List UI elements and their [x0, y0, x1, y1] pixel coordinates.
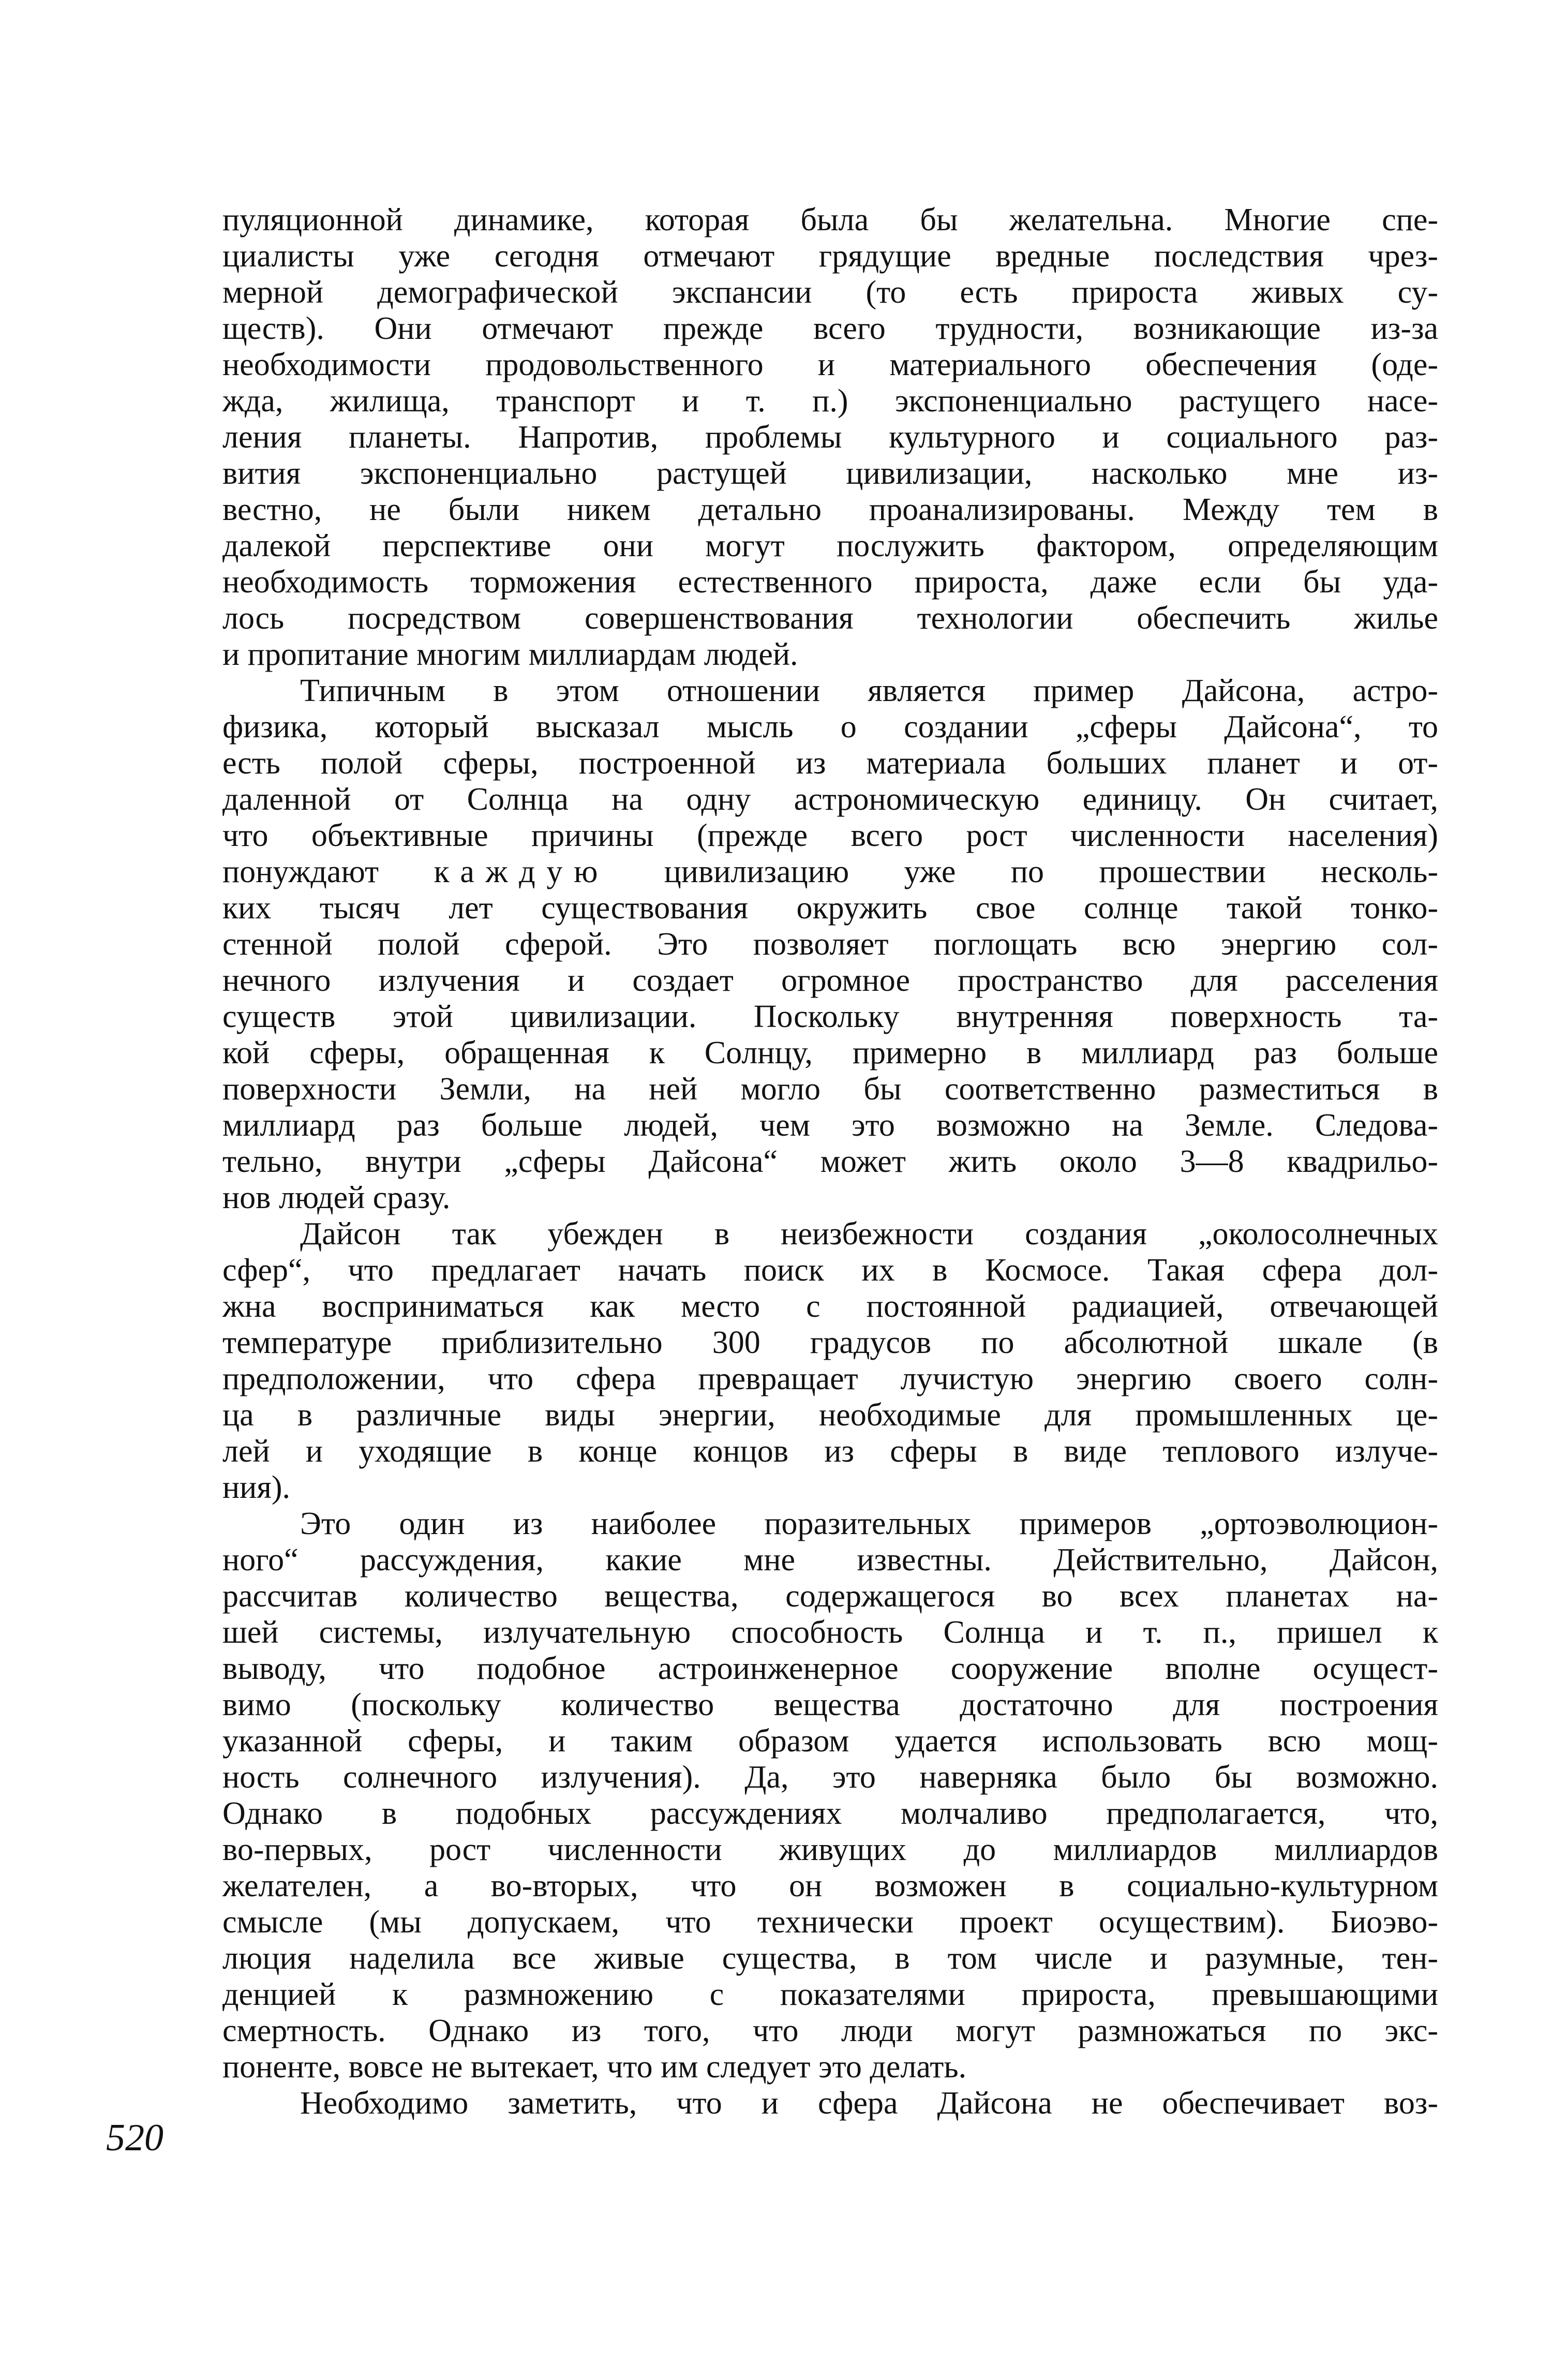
text-line: далекой перспективе они могут послужить фактором, определяющим — [222, 528, 1438, 563]
text-line: ца в различные виды энергии, необходимые для промышленных це- — [222, 1397, 1438, 1433]
text-line: во-первых, рост численности живущих до миллиардов миллиардов — [222, 1832, 1438, 1867]
text-line: смертность. Однако из того, что люди могут размножаться по экс- — [222, 2013, 1438, 2048]
text-line: смысле (мы допускаем, что технически проект осуществим). Биоэво- — [222, 1905, 1438, 1940]
paragraph-start-line: Дайсон так убежден в неизбежности создания „околосолнечных — [300, 1216, 1438, 1252]
text-line: тельно, внутри „сферы Дайсона“ может жить около 3—8 квадрильо- — [222, 1144, 1438, 1179]
line-prefix: понуждают — [222, 854, 379, 889]
text-line: вития экспоненциально растущей цивилизации, насколько мне из- — [222, 456, 1438, 491]
body-text — [222, 202, 1438, 2121]
text-line: физика, который высказал мысль о создании „сферы Дайсона“, то — [222, 709, 1438, 745]
text-line: нечного излучения и создает огромное пространство для расселения — [222, 963, 1438, 998]
text-line: ществ). Они отмечают прежде всего трудности, возникающие из-за — [222, 311, 1438, 346]
text-line: есть полой сферы, построенной из материала больших планет и от- — [222, 746, 1438, 781]
text-line: выводу, что подобное астроинженерное сооружение вполне осущест- — [222, 1651, 1438, 1686]
text-line: миллиард раз больше людей, чем это возможно на Земле. Следова- — [222, 1108, 1438, 1143]
text-line: что объективные причины (прежде всего рост численности населения) — [222, 818, 1438, 853]
text-line: вимо (поскольку количество вещества достаточно для построения — [222, 1687, 1438, 1722]
text-line: мерной демографической экспансии (то есть прироста живых су- — [222, 275, 1438, 310]
text-line: лей и уходящие в конце концов из сферы в виде теплового излуче- — [222, 1434, 1438, 1469]
text-line: нов людей сразу. — [222, 1180, 451, 1215]
text-line: рассчитав количество вещества, содержащегося во всех планетах на- — [222, 1579, 1438, 1614]
text-line: циалисты уже сегодня отмечают грядущие вредные последствия чрез- — [222, 239, 1438, 274]
text-line: кой сферы, обращенная к Солнцу, примерно в миллиард раз больше — [222, 1035, 1438, 1070]
text-line: даленной от Солнца на одну астрономическую единицу. Он считает, — [222, 782, 1438, 817]
text-line: жда, жилища, транспорт и т. п.) экспоненциально растущего насе- — [222, 383, 1438, 419]
paragraph-start-line: Типичным в этом отношении является пример Дайсона, астро- — [300, 673, 1438, 708]
text-line: необходимость торможения естественного прироста, даже если бы уда- — [222, 564, 1438, 600]
text-line: люция наделила все живые существа, в том числе и разумные, тен- — [222, 1941, 1438, 1976]
text-line: сфер“, что предлагает начать поиск их в Космосе. Такая сфера дол- — [222, 1253, 1438, 1288]
text-line: вестно, не были никем детально проанализированы. Между тем в — [222, 492, 1438, 527]
text-line-with-emphasis — [222, 854, 1438, 890]
spaced-emphasis: каждую — [434, 854, 609, 889]
text-line: лось посредством совершенствования технологии обеспечить жилье — [222, 601, 1438, 636]
text-line: ления планеты. Напротив, проблемы культурного и социального раз- — [222, 420, 1438, 455]
text-line: существ этой цивилизации. Поскольку внутренняя поверхность та- — [222, 999, 1438, 1034]
text-line: желателен, а во-вторых, что он возможен в социально-культурном — [222, 1868, 1438, 1903]
paragraph-start-line: Необходимо заметить, что и сфера Дайсона не обеспечивает воз- — [300, 2086, 1438, 2121]
page-number: 520 — [106, 2117, 163, 2159]
text-line: температуре приблизительно 300 градусов по абсолютной шкале (в — [222, 1325, 1438, 1360]
text-line: ких тысяч лет существования окружить свое солнце такой тонко- — [222, 890, 1438, 926]
text-line: стенной полой сферой. Это позволяет поглощать всю энергию сол- — [222, 927, 1438, 962]
text-line: жна восприниматься как место с постоянной радиацией, отвечающей — [222, 1289, 1438, 1324]
text-line: предположении, что сфера превращает лучистую энергию своего солн- — [222, 1361, 1438, 1396]
text-line: денцией к размножению с показателями прироста, превышающими — [222, 1977, 1438, 2012]
text-line: поверхности Земли, на ней могло бы соответственно разместиться в — [222, 1072, 1438, 1107]
text-line: пуляционной динамике, которая была бы желательна. Многие спе- — [222, 202, 1438, 237]
text-line: ность солнечного излучения). Да, это наверняка было бы возможно. — [222, 1760, 1438, 1795]
text-line: ния). — [222, 1470, 291, 1505]
text-line: шей системы, излучательную способность Солнца и т. п., пришел к — [222, 1615, 1438, 1650]
text-line: Однако в подобных рассуждениях молчаливо предполагается, что, — [222, 1796, 1438, 1831]
text-line: необходимости продовольственного и материального обеспечения (оде- — [222, 347, 1438, 382]
text-line: указанной сферы, и таким образом удается использовать всю мощ- — [222, 1723, 1438, 1759]
text-line: ного“ рассуждения, какие мне известны. Действительно, Дайсон, — [222, 1542, 1438, 1578]
line-rest: цивилизацию уже по прошествии несколь- — [664, 854, 1438, 889]
text-line: поненте, вовсе не вытекает, что им следует это делать. — [222, 2049, 967, 2085]
paragraph-start-line: Это один из наиболее поразительных примеров „ортоэволюцион- — [300, 1506, 1438, 1541]
text-line: и пропитание многим миллиардам людей. — [222, 637, 798, 672]
